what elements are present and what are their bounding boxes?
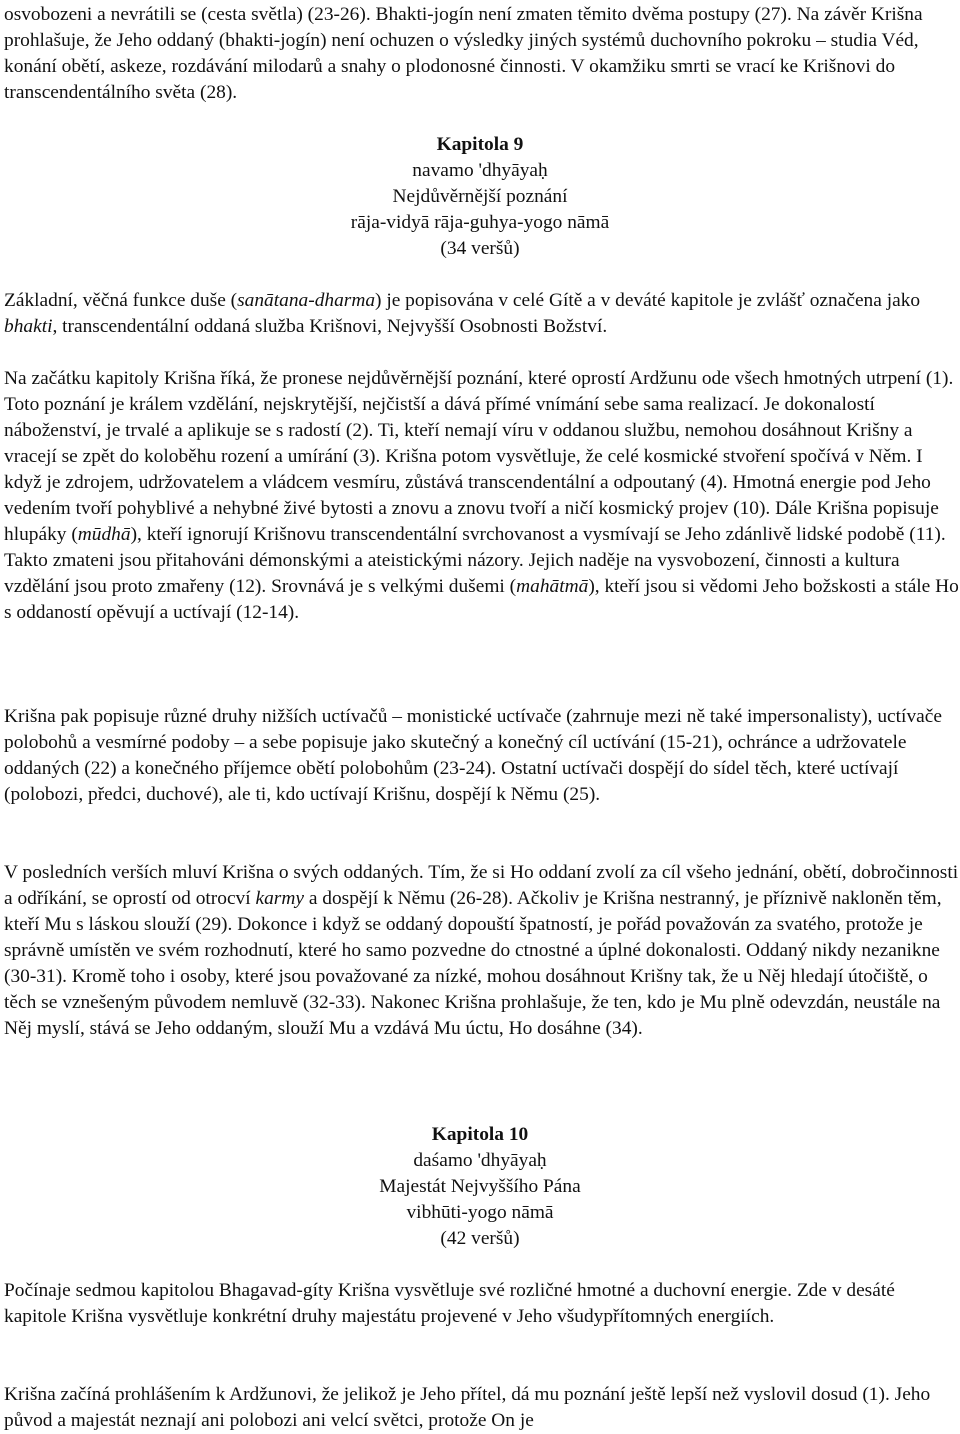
- intro-paragraph: osvobozeni a nevrátili se (cesta světla) (23-26). Bhakti-jogín není zmaten těmito dvěma postupy (27). Na závěr Krišna prohlašuje, že Jeho oddaný (bhakti-jogín) není ochuzen o výsledky jiných systémů duchovního pokroku – studia Véd, konání obětí, askeze, rozdávání milodarů a snahy o plodonosné činnosti. V okamžiku smrti se vrací ke Krišnovi do transcendentálního světa (28).: [4, 4, 923, 103]
- chapter-9-paragraph-3: Krišna pak popisuje různé druhy nižších uctívačů – monistické uctívače (zahrnuje mezi ně také impersonalisty), uctívače polobohů a vesmírné podoby – a sebe popisuje jako skutečný a konečný cíl uctívání (15-21), ochránce a udržovatele oddaných (22) a konečného příjemce obětí polobohům (23-24). Ostatní uctívači dospějí do sídel těch, které uctívají (polobozi, předci, duchové), ale ti, kdo uctívají Krišnu, dospějí k Němu (25).: [4, 706, 942, 805]
- chapter-10-title: Kapitola 10: [431, 1124, 529, 1145]
- chapter-10-sanskrit-title: daśamo 'dhyāyaḥ: [413, 1150, 547, 1171]
- chapter-9-verse-count: (34 veršů): [440, 238, 520, 259]
- chapter-10-yoga-name: vibhūti-yogo nāmā: [406, 1202, 554, 1223]
- italic-term: karmy: [255, 888, 304, 909]
- italic-term: sanātana-dharma: [237, 290, 376, 311]
- chapter-9-czech-title: Nejdůvěrnější poznání: [392, 186, 568, 207]
- chapter-9-paragraph-1: [4, 288, 959, 340]
- text-segment: a dospějí k Němu (26-28). Ačkoliv je Krišna nestranný, je příznivě nakloněn těm, kteří Mu s láskou slouží (29). Dokonce i když se oddaný dopouští špatností, je pořád považován za svatého, protože je správně umístěn ve svém rozhodnutí, které ho samo pozvedne do ctnostné a úplné dokonalosti. Oddaný nikdy nezanikne (30-31). Kromě toho i osoby, které jsou považované za nízké, mohou dosáhnout Krišny tak, že u Něj hledají útočiště, o těch se vznešeným původem nemluvě (32-33). Nakonec Krišna prohlašuje, že ten, kdo je Mu plně odevzdán, neustále na Něj myslí, stává se Jeho oddaným, slouží Mu a vzdává Mu úctu, Ho dosáhne (34).: [4, 888, 942, 1039]
- chapter-9-sanskrit-title: navamo 'dhyāyaḥ: [412, 160, 548, 181]
- text-segment: Základní, věčná funkce duše (: [4, 290, 238, 311]
- chapter-10-paragraph-1: Počínaje sedmou kapitolou Bhagavad-gíty Krišna vysvětluje své rozličné hmotné a duchovní energie. Zde v desáté kapitole Krišna vysvětluje konkrétní druhy majestátu projevené v Jeho všudypřítomných energiích.: [4, 1280, 895, 1327]
- text-segment: ), kteří ignorují Krišnovu transcendentální svrchovanost a vysmívají se Jeho zdánlivě lidské podobě (11). Takto zmateni jsou přitahováni démonskými a ateistickými názory. Jejich naděje na vysvobození, činnosti a kultura vzdělání jsou proto zmařeny (12). Srovnává je s velkými dušemi (: [4, 524, 946, 597]
- chapter-10-paragraph-2: Krišna začíná prohlášením k Ardžunovi, že jelikož je Jeho přítel, dá mu poznání ještě lepší než vyslovil dosud (1). Jeho původ a majestát neznají ani polobozi ani velcí světci, protože On je: [4, 1384, 931, 1431]
- text-segment: ) je popisována v celé Gítě a v deváté kapitole je zvlášť označena jako: [375, 290, 921, 311]
- chapter-9-paragraph-2: [4, 366, 959, 626]
- chapter-10-verse-count: (42 veršů): [440, 1228, 520, 1249]
- chapter-9-yoga-name: rāja-vidyā rāja-guhya-yogo nāmā: [350, 212, 610, 233]
- text-segment: , transcendentální oddaná služba Krišnovi, Nejvyšší Osobnosti Božství.: [52, 316, 608, 337]
- italic-term: bhakti: [4, 316, 53, 337]
- chapter-9-title: Kapitola 9: [436, 134, 524, 155]
- chapter-10-czech-title: Majestát Nejvyššího Pána: [379, 1176, 581, 1197]
- chapter-9-paragraph-4: [4, 860, 959, 1042]
- text-segment: V posledních verších mluví Krišna o svých oddaných. Tím, že si Ho oddaní zvolí za cíl všeho jednání, obětí, dobročinnosti a odříkání, se oprostí od otrocví: [4, 862, 959, 909]
- italic-term: mahātmā: [516, 576, 589, 597]
- chapter-9-heading: [0, 132, 960, 262]
- italic-term: mūdhā: [77, 524, 131, 545]
- chapter-10-heading: [0, 1122, 960, 1252]
- text-segment: ), kteří jsou si vědomi Jeho božskosti a stále Ho s oddaností opěvují a uctívají (12-14).: [4, 576, 959, 623]
- text-segment: Na začátku kapitoly Krišna říká, že pronese nejdůvěrnější poznání, které oprostí Ardžunu ode všech hmotných utrpení (1). Toto poznání je králem vzdělání, nejskrytější, nejčistší a dává přímé vnímání sebe sama realizací. Je dokonalostí náboženství, je trvalé a aplikuje se s radostí (2). Ti, kteří nemají víru v oddanou službu, nemohou dosáhnout Krišny a vracejí se zpět do koloběhu rození a umírání (3). Krišna potom vysvětluje, že celé kosmické stvoření spočívá v Něm. I když je zdrojem, udržovatelem a vládcem vesmíru, zůstává transcendentální a odpoutaný (4). Hmotná energie pod Jeho vedením tvoří pohyblivé a nehybné živé bytosti a znovu a znovu tvoří a ničí kosmický projev (10). Dále Krišna popisuje hlupáky (: [4, 368, 954, 545]
